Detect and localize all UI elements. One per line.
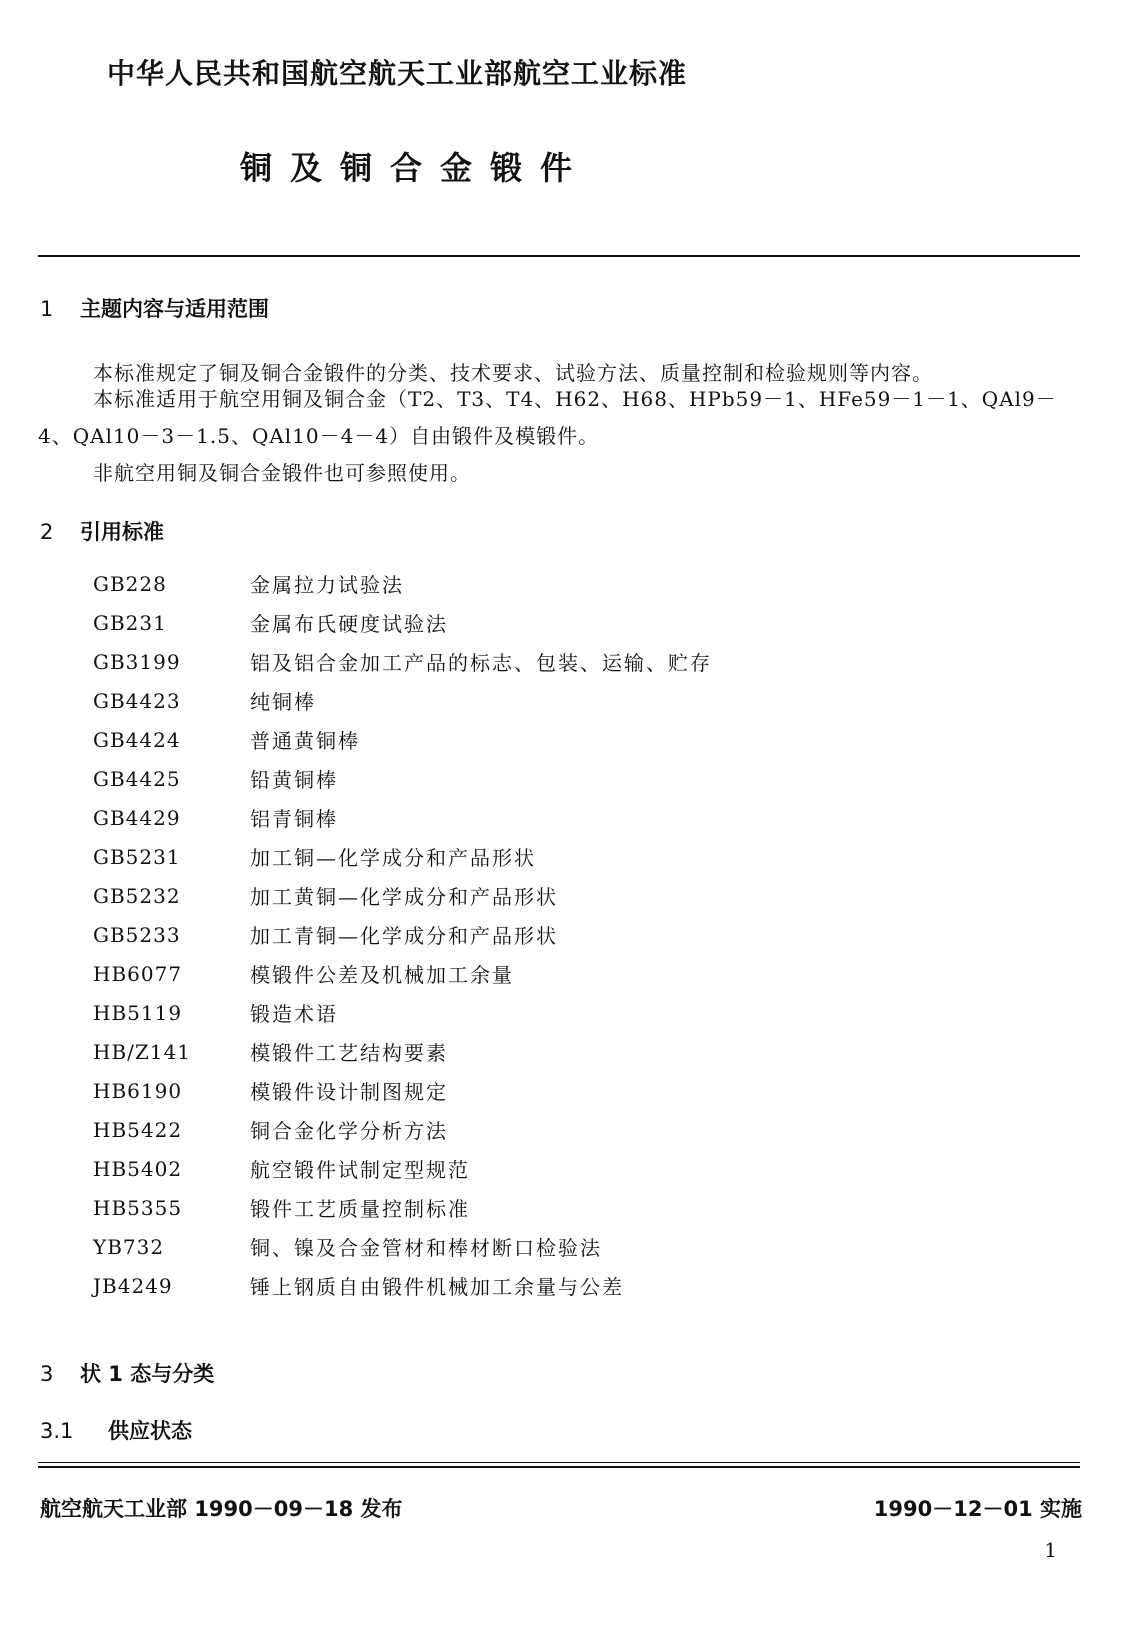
reference-name: 铜、镍及合金管材和棒材断口检验法 [250, 1236, 602, 1260]
section-1-paragraph-applicability-line1: 本标准适用于航空用铜及铜合金（T2、T3、T4、H62、H68、HPb59－1、HFe59－1－1、QAl9－ [93, 387, 1057, 411]
list-item [93, 720, 712, 759]
reference-code: GB228 [93, 571, 167, 596]
reference-code: HB6077 [93, 961, 183, 986]
section-3-1-number: 3.1 [40, 1419, 74, 1443]
section-1-paragraph-scope: 本标准规定了铜及铜合金锻件的分类、技术要求、试验方法、质量控制和检验规则等内容。 [93, 361, 933, 385]
reference-name: 锻造术语 [250, 1002, 338, 1026]
reference-code: HB5402 [93, 1156, 183, 1181]
document-title: 铜及铜合金锻件 [240, 149, 591, 187]
reference-code: GB231 [93, 610, 167, 635]
reference-code: GB5233 [93, 922, 181, 947]
list-item [93, 1188, 712, 1227]
list-item [93, 1032, 712, 1071]
reference-name: 模锻件设计制图规定 [250, 1080, 448, 1104]
reference-code: GB5232 [93, 883, 181, 908]
list-item [93, 1071, 712, 1110]
section-1-heading [40, 293, 269, 323]
reference-name: 纯铜棒 [250, 690, 316, 714]
reference-standards-list [93, 564, 712, 1305]
reference-name: 模锻件公差及机械加工余量 [250, 963, 514, 987]
list-item [93, 564, 712, 603]
reference-name: 金属拉力试验法 [250, 573, 404, 597]
reference-code: HB5355 [93, 1195, 183, 1220]
reference-code: GB4429 [93, 805, 181, 830]
issue-date: 航空航天工业部 1990－09－18 发布 [40, 1497, 403, 1521]
footer-divider-thick [38, 1466, 1080, 1468]
section-2-number: 2 [40, 520, 54, 544]
list-item [93, 603, 712, 642]
reference-name: 铝及铝合金加工产品的标志、包装、运输、贮存 [250, 651, 712, 675]
section-2-title: 引用标准 [80, 520, 164, 544]
reference-code: GB4424 [93, 727, 181, 752]
reference-name: 金属布氏硬度试验法 [250, 612, 448, 636]
title-divider [38, 255, 1080, 257]
reference-code: GB5231 [93, 844, 181, 869]
section-3-1-heading [40, 1415, 192, 1445]
list-item [93, 1266, 712, 1305]
reference-code: HB5422 [93, 1117, 183, 1142]
reference-name: 加工铜—化学成分和产品形状 [250, 846, 536, 870]
reference-code: GB4425 [93, 766, 181, 791]
reference-name: 模锻件工艺结构要素 [250, 1041, 448, 1065]
page-number: 1 [1044, 1538, 1057, 1562]
list-item [93, 876, 712, 915]
reference-code: HB6190 [93, 1078, 183, 1103]
reference-code: HB/Z141 [93, 1039, 191, 1064]
reference-code: YB732 [93, 1234, 165, 1259]
section-3-number: 3 [40, 1362, 54, 1386]
section-3-1-title: 供应状态 [108, 1419, 192, 1443]
section-3-title: 状 1 态与分类 [80, 1362, 215, 1386]
list-item [93, 681, 712, 720]
section-1-paragraph-reference-use: 非航空用铜及铜合金锻件也可参照使用。 [93, 461, 471, 485]
list-item [93, 798, 712, 837]
reference-name: 航空锻件试制定型规范 [250, 1158, 470, 1182]
reference-name: 加工黄铜—化学成分和产品形状 [250, 885, 558, 909]
reference-code: JB4249 [93, 1273, 173, 1298]
list-item [93, 915, 712, 954]
reference-name: 锤上钢质自由锻件机械加工余量与公差 [250, 1275, 624, 1299]
list-item [93, 642, 712, 681]
reference-name: 铝青铜棒 [250, 807, 338, 831]
reference-name: 锻件工艺质量控制标准 [250, 1197, 470, 1221]
list-item [93, 954, 712, 993]
list-item [93, 1110, 712, 1149]
section-1-number: 1 [40, 297, 54, 321]
section-2-heading [40, 516, 164, 546]
standard-authority-header: 中华人民共和国航空航天工业部航空工业标准 [107, 57, 688, 90]
list-item [93, 837, 712, 876]
reference-name: 铅黄铜棒 [250, 768, 338, 792]
list-item [93, 993, 712, 1032]
list-item [93, 1227, 712, 1266]
reference-code: GB3199 [93, 649, 181, 674]
reference-code: HB5119 [93, 1000, 183, 1025]
reference-name: 加工青铜—化学成分和产品形状 [250, 924, 558, 948]
section-3-heading [40, 1358, 214, 1388]
list-item [93, 759, 712, 798]
effective-date: 1990－12－01 实施 [873, 1497, 1082, 1521]
footer-divider-thin [38, 1462, 1080, 1463]
reference-name: 普通黄铜棒 [250, 729, 360, 753]
section-1-title: 主题内容与适用范围 [80, 297, 269, 321]
list-item [93, 1149, 712, 1188]
section-1-paragraph-applicability-line2: 4、QAl10－3－1.5、QAl10－4－4）自由锻件及模锻件。 [38, 424, 600, 448]
reference-name: 铜合金化学分析方法 [250, 1119, 448, 1143]
reference-code: GB4423 [93, 688, 181, 713]
